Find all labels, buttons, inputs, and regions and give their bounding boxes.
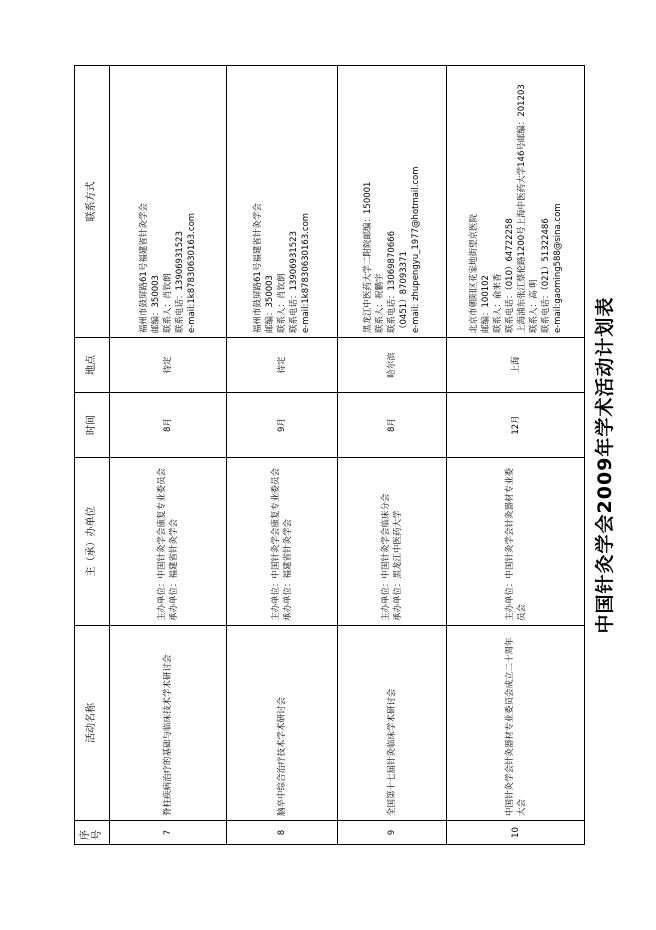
activity-place: 待定: [227, 337, 338, 392]
contact-line: 联系人：肖钦朗: [277, 273, 287, 333]
contact-line: 黑龙江中医药大学二附院邮编：150001: [363, 181, 373, 333]
contact-cell: [338, 66, 447, 337]
contact-line: e-mail:gaoming588@sina.com: [552, 203, 563, 333]
contact-line: 联系电话：13069870666: [387, 231, 397, 333]
contact-line: e-mail:1k87830630163.com: [187, 212, 197, 333]
contact-line: 上海浦东张江蔡伦路1200号上海中医药大学146号邮编：201203: [516, 84, 527, 333]
header-number: 序号: [75, 820, 110, 844]
header-contact: 联系方式: [75, 66, 110, 337]
contact-line: e-mail: zhupengyu_1977@hotmail.com: [411, 166, 421, 333]
contact-cell: [227, 66, 338, 337]
organizer-line: 主办单位：中国针灸学会康复专业委员会: [271, 467, 281, 621]
contact-line: 邮编：350003: [265, 275, 275, 333]
contact-line: 联系电话：（010）64722258: [504, 218, 515, 333]
activity-name: 脑卒中综合治疗技术学术研讨会: [227, 625, 338, 820]
contact-line: e-mail:1k87830630163.com: [301, 212, 311, 333]
contact-cell: [110, 66, 227, 337]
contact-line: 联系人：俞来香: [492, 273, 503, 333]
contact-cell: [447, 66, 584, 337]
organizer-cell: [338, 457, 447, 625]
header-place: 地点: [75, 337, 110, 392]
organizer-cell: [110, 457, 227, 625]
contact-line: 联系电话：（021）51322486: [540, 218, 551, 333]
activity-name: 全国第十七届针灸临床学术研讨会: [338, 625, 447, 820]
contact-line: 北京市朝阳区花家地街望京医院: [468, 213, 479, 333]
activity-name: 脊柱疾病治疗的基础与临床技术学术研讨会: [110, 625, 227, 820]
row-number: 8: [227, 820, 338, 844]
contact-line: 福州市鼓屏路61号福建省针灸学会: [253, 203, 263, 333]
organizer-line: 承办单位：黑龙江中医药大学: [393, 510, 403, 621]
activity-time: 12月: [447, 392, 584, 457]
organizer-line: 主办单位：中国针灸学会针灸器材专业委员会: [504, 467, 527, 621]
organizer-line: 承办单位：福建省针灸学会: [283, 518, 293, 621]
activity-time: 8月: [110, 392, 227, 457]
contact-line: 联系电话：13906931523: [175, 231, 185, 333]
organizer-line: 主办单位：中国针灸学会临床分会: [381, 493, 391, 621]
organizer-line: 主办单位：中国针灸学会康复专业委员会: [157, 467, 167, 621]
row-number: 9: [338, 820, 447, 844]
activity-name: 中国针灸学会针灸器材专业委员会成立二十周年大会: [447, 625, 584, 820]
organizer-line: 承办单位：福建省针灸学会: [169, 518, 179, 621]
row-number: 10: [447, 820, 584, 844]
activity-place: 上海: [447, 337, 584, 392]
contact-line: 联系人：祝鹏宇: [375, 273, 385, 333]
header-activity-name: 活动名称: [75, 625, 110, 820]
contact-line: 邮编：100102: [480, 275, 491, 333]
organizer-cell: [447, 457, 584, 625]
contact-line: 联系电话：13906931523: [289, 231, 299, 333]
contact-line: （0451）87093371: [399, 251, 409, 333]
activity-time: 9月: [227, 392, 338, 457]
activity-plan-table: [74, 65, 585, 845]
contact-line: 联系人：高 明: [528, 279, 539, 333]
header-organizer: 主（承）办单位: [75, 457, 110, 625]
page-title: 中国针灸学会2009年学术活动计划表: [594, 296, 616, 634]
activity-place: 待定: [110, 337, 227, 392]
header-time: 时间: [75, 392, 110, 457]
contact-line: 联系人：肖钦朗: [163, 273, 173, 333]
contact-line: 福州市鼓屏路61号福建省针灸学会: [139, 203, 149, 333]
activity-time: 8月: [338, 392, 447, 457]
row-number: 7: [110, 820, 227, 844]
organizer-cell: [227, 457, 338, 625]
activity-place: 哈尔滨: [338, 337, 447, 392]
contact-line: 邮编：350003: [151, 275, 161, 333]
